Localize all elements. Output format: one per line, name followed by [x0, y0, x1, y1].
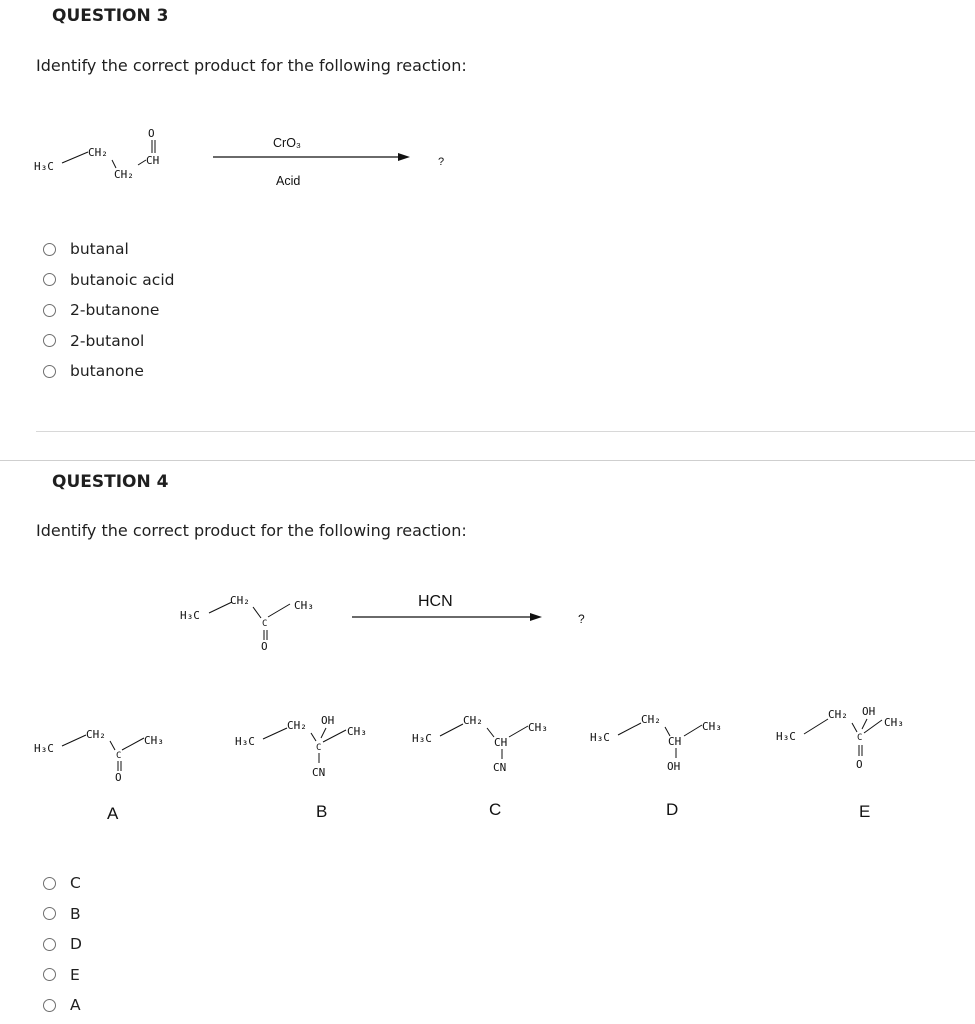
q4-option-d[interactable] — [43, 929, 82, 960]
atom-label: CH₃ — [347, 725, 367, 738]
q3-reagent-above: CrO₃ — [273, 136, 302, 150]
q3-reagent-below: Acid — [276, 174, 301, 188]
structure-d — [590, 713, 722, 819]
q4-reactant-h3c: H₃C — [180, 609, 200, 622]
q4-option-b[interactable] — [43, 899, 82, 930]
atom-label: O — [115, 771, 122, 784]
q4-reactant-ch2: CH₂ — [230, 594, 250, 607]
structure-d-label: D — [666, 800, 679, 819]
q4-reactant-c: C — [262, 619, 268, 629]
option-label: butanoic acid — [70, 270, 175, 289]
radio-button[interactable] — [43, 938, 56, 951]
question-4-prompt: Identify the correct product for the following reaction: — [36, 521, 467, 540]
radio-button[interactable] — [43, 877, 56, 890]
atom-label: CN — [312, 766, 326, 779]
option-label: butanone — [70, 362, 144, 381]
q3-reactant-ch2-a: CH₂ — [88, 146, 108, 159]
q3-reactant-h3c: H₃C — [34, 160, 54, 173]
q3-reactant-o: O — [148, 127, 155, 140]
atom-label: O — [856, 758, 863, 771]
option-label: D — [70, 935, 82, 954]
atom-label: H₃C — [34, 742, 54, 755]
option-label: 2-butanone — [70, 301, 160, 320]
q3-reactant-ch2-b: CH₂ — [114, 168, 134, 181]
q3-reactant-ch: CH — [146, 154, 160, 167]
bond — [268, 604, 290, 617]
bond — [263, 728, 287, 739]
q4-option-c[interactable] — [43, 868, 82, 899]
atom-label: C — [116, 751, 122, 761]
bond — [618, 723, 641, 735]
structure-c-label: C — [489, 800, 502, 819]
structure-b — [235, 714, 367, 821]
atom-label: H₃C — [412, 732, 432, 745]
bond — [122, 738, 144, 750]
atom-label: H₃C — [590, 731, 610, 744]
bond — [62, 735, 86, 746]
bond — [509, 726, 528, 737]
bond — [852, 723, 857, 732]
atom-label: CH₃ — [884, 716, 904, 729]
q4-product-placeholder: ? — [578, 612, 585, 626]
option-label: 2-butanol — [70, 331, 145, 350]
structure-a-label: A — [107, 804, 119, 823]
q4-reagent-above: HCN — [418, 593, 453, 610]
atom-label: OH — [667, 760, 681, 773]
bond — [311, 733, 316, 741]
q4-reactant-o: O — [261, 640, 268, 653]
structure-e-label: E — [859, 802, 871, 821]
atom-label: CH — [668, 735, 682, 748]
bond — [862, 719, 867, 729]
question-4-options — [43, 868, 82, 1021]
bond — [209, 602, 232, 613]
bond — [321, 728, 326, 738]
structure-c — [412, 714, 548, 819]
bond — [323, 730, 346, 742]
atom-label: CH — [494, 736, 508, 749]
structure-e — [776, 705, 904, 821]
radio-button[interactable] — [43, 907, 56, 920]
atom-label: C — [857, 733, 863, 743]
q4-reactant-ch3: CH₃ — [294, 599, 314, 612]
atom-label: H₃C — [776, 730, 796, 743]
structure-b-label: B — [316, 802, 328, 821]
bond — [864, 720, 882, 733]
question-3-heading: QUESTION 3 — [52, 6, 169, 26]
radio-button[interactable] — [43, 968, 56, 981]
question-4-heading: QUESTION 4 — [52, 472, 169, 492]
structure-a — [34, 728, 164, 823]
option-label: butanal — [70, 240, 129, 259]
bond — [110, 741, 115, 750]
option-label: C — [70, 874, 81, 893]
bond — [684, 725, 702, 736]
atom-label: CH₂ — [86, 728, 106, 741]
radio-button[interactable] — [43, 999, 56, 1012]
atom-label: CN — [493, 761, 507, 774]
option-label: B — [70, 904, 81, 923]
q3-product-placeholder: ? — [438, 156, 445, 168]
atom-label: CH₃ — [702, 720, 722, 733]
bond — [487, 728, 494, 737]
atom-label: OH — [321, 714, 335, 727]
atom-label: CH₃ — [528, 721, 548, 734]
atom-label: C — [316, 743, 322, 753]
q4-reactant-structure — [180, 594, 314, 653]
bond — [253, 607, 261, 618]
atom-label: CH₂ — [641, 713, 661, 726]
atom-label: H₃C — [235, 735, 255, 748]
bond — [440, 724, 463, 736]
atom-label: OH — [862, 705, 876, 718]
option-label: E — [70, 965, 80, 984]
atom-label: CH₃ — [144, 734, 164, 747]
q4-option-a[interactable] — [43, 990, 82, 1021]
bond — [804, 719, 828, 734]
question-3-prompt: Identify the correct product for the following reaction: — [36, 56, 467, 75]
q4-reaction-arrow — [352, 613, 542, 621]
atom-label: CH₂ — [287, 719, 307, 732]
atom-label: CH₂ — [828, 708, 848, 721]
q4-option-e[interactable] — [43, 960, 82, 991]
option-label: A — [70, 996, 81, 1015]
atom-label: CH₂ — [463, 714, 483, 727]
